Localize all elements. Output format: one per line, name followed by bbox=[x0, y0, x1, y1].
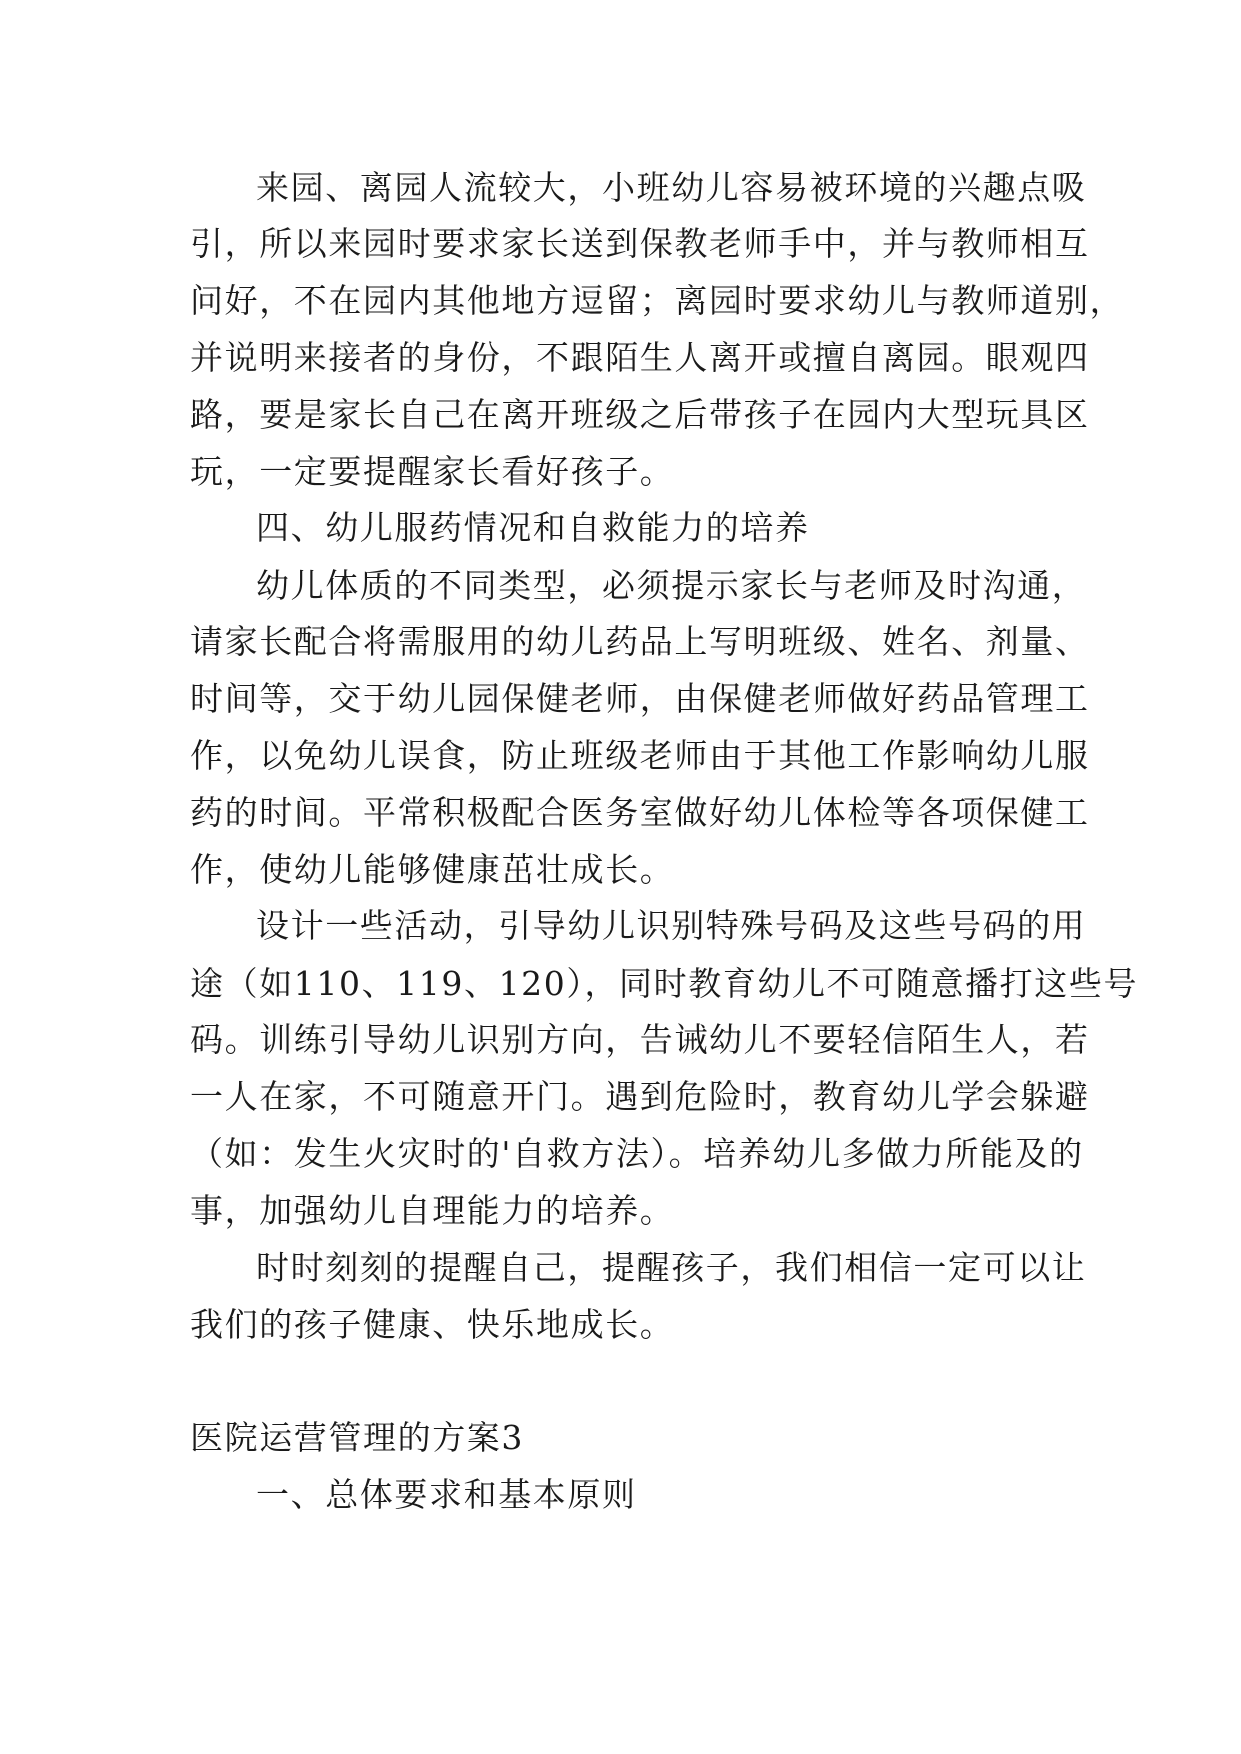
section-heading: 四、幼儿服药情况和自救能力的培养 bbox=[256, 508, 810, 547]
paragraph-line: 设计一些活动，引导幼儿识别特殊号码及这些号码的用 bbox=[256, 906, 1087, 945]
paragraph-line: 作，使幼儿能够健康茁壮成长。 bbox=[190, 850, 675, 889]
document-title: 医院运营管理的方案3 bbox=[190, 1418, 524, 1457]
paragraph-line: 药的时间。平常积极配合医务室做好幼儿体检等各项保健工 bbox=[190, 793, 1090, 832]
paragraph-line: 请家长配合将需服用的幼儿药品上写明班级、姓名、剂量、 bbox=[190, 622, 1090, 661]
paragraph-line: 时时刻刻的提醒自己，提醒孩子，我们相信一定可以让 bbox=[256, 1248, 1087, 1287]
section-heading: 一、总体要求和基本原则 bbox=[256, 1475, 637, 1514]
paragraph-line: 途（如110、119、120），同时教育幼儿不可随意播打这些号 bbox=[190, 964, 1139, 1003]
paragraph-line: 时间等，交于幼儿园保健老师，由保健老师做好药品管理工 bbox=[190, 679, 1090, 718]
paragraph-line: 问好，不在园内其他地方逗留；离园时要求幼儿与教师道别， bbox=[190, 281, 1125, 320]
paragraph-line: 玩，一定要提醒家长看好孩子。 bbox=[190, 452, 675, 491]
paragraph-line: （如：发生火灾时的'自救方法）。培养幼儿多做力所能及的 bbox=[190, 1134, 1084, 1173]
paragraph-line: 来园、离园人流较大，小班幼儿容易被环境的兴趣点吸 bbox=[256, 168, 1087, 207]
paragraph-line: 引，所以来园时要求家长送到保教老师手中，并与教师相互 bbox=[190, 224, 1090, 263]
paragraph-line: 并说明来接者的身份，不跟陌生人离开或擅自离园。眼观四 bbox=[190, 338, 1090, 377]
paragraph-line: 码。训练引导幼儿识别方向，告诫幼儿不要轻信陌生人，若 bbox=[190, 1020, 1090, 1059]
paragraph-line: 事，加强幼儿自理能力的培养。 bbox=[190, 1191, 675, 1230]
paragraph-line: 路，要是家长自己在离开班级之后带孩子在园内大型玩具区 bbox=[190, 395, 1090, 434]
paragraph-line: 作，以免幼儿误食，防止班级老师由于其他工作影响幼儿服 bbox=[190, 736, 1090, 775]
paragraph-line: 幼儿体质的不同类型，必须提示家长与老师及时沟通， bbox=[256, 566, 1087, 605]
paragraph-line: 我们的孩子健康、快乐地成长。 bbox=[190, 1305, 675, 1344]
paragraph-line: 一人在家，不可随意开门。遇到危险时，教育幼儿学会躲避 bbox=[190, 1077, 1090, 1116]
